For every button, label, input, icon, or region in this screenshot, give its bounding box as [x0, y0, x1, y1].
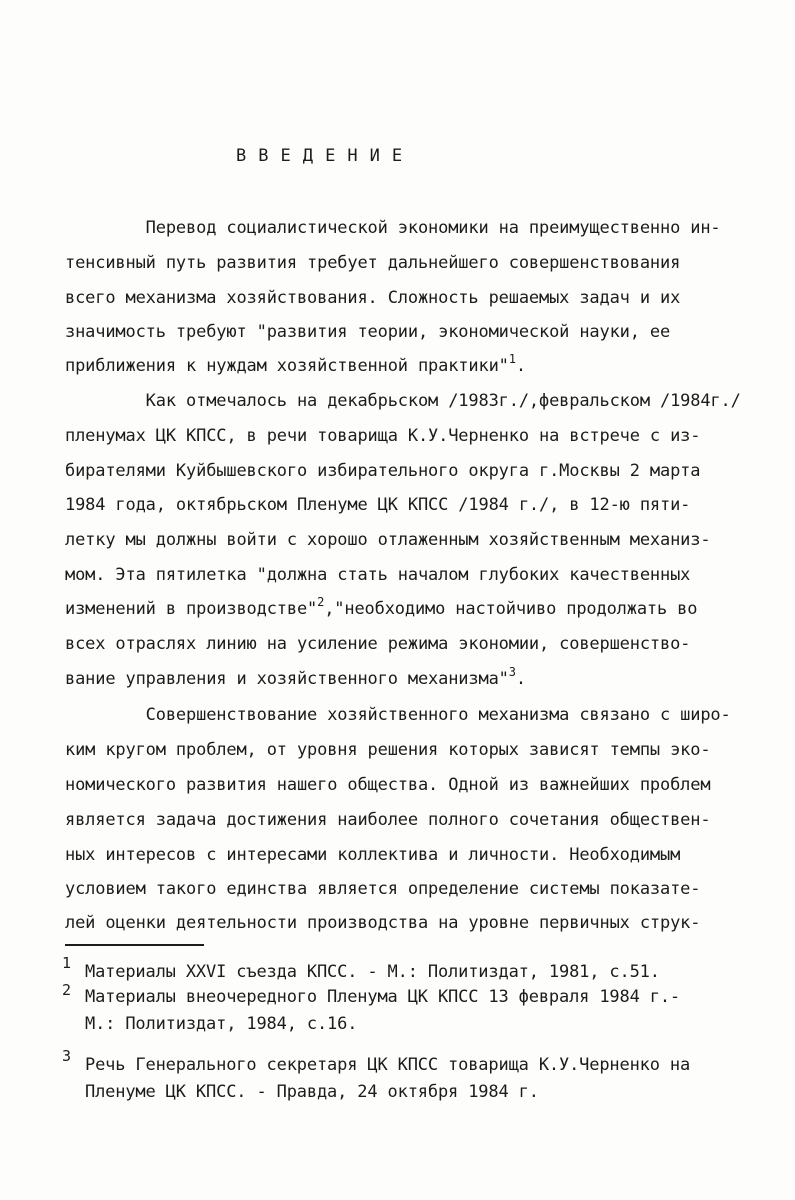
footnote-3-line: Речь Генерального секретаря ЦК КПСС товарища К.У.Черненко на — [85, 1055, 691, 1075]
footnote-2-line: Материалы внеочередного Пленума ЦК КПСС 13 февраля 1984 г.- — [85, 987, 681, 1007]
body-line-text: вание управления и хозяйственного механизма" — [65, 669, 509, 689]
body-line-with-footnote-ref — [65, 595, 745, 620]
body-line: бирателями Куйбышевского избирательного округа г.Москвы 2 марта — [65, 461, 701, 481]
body-line: значимость требуют "развития теории, экономической науки, ее — [65, 322, 671, 342]
footnote-mark-1: 1 — [62, 954, 72, 972]
footnote-3-line: Пленуме ЦК КПСС. - Правда, 24 октября 1984 г. — [85, 1082, 539, 1102]
footnote-ref-3[interactable]: 3 — [508, 665, 516, 679]
line-punctuation: . — [515, 669, 526, 689]
body-line: условием такого единства является определение системы показате- — [65, 879, 701, 899]
body-line: лей оценки деятельности производства на уровне первичных струк- — [65, 913, 701, 933]
body-line: номического развития нашего общества. Одной из важнейших проблем — [65, 775, 711, 795]
page-title: В В Е Д Е Н И Е — [236, 146, 404, 166]
body-line: пленумах ЦК КПСС, в речи товарища К.У.Черненко на встрече с из- — [65, 426, 701, 446]
body-line: является задача достижения наиболее полного сочетания обществен- — [65, 810, 711, 830]
footnote-ref-1[interactable]: 1 — [508, 352, 516, 366]
body-line: ким кругом проблем, от уровня решения которых зависят темпы эко- — [65, 740, 711, 760]
footnote-2-line: М.: Политиздат, 1984, с.16. — [85, 1014, 358, 1034]
footnote-ref-2[interactable]: 2 — [317, 595, 325, 609]
line-punctuation: . — [515, 356, 526, 376]
footnote-1-line: Материалы XXVI съезда КПСС. - М.: Политиздат, 1981, с.51. — [85, 962, 660, 982]
body-line-text: изменений в производстве" — [65, 599, 318, 619]
body-line: тенсивный путь развития требует дальнейшего совершенствования — [65, 253, 681, 273]
body-line-continuation: ,"необходимо настойчиво продолжать во — [324, 599, 698, 619]
footnote-mark-3: 3 — [62, 1047, 72, 1065]
body-line: Как отмечалось на декабрьском /1983г./,февральском /1984г./ — [65, 391, 741, 411]
body-line: всех отраслях линию на усиление режима экономии, совершенство- — [65, 634, 691, 654]
body-line: Перевод социалистической экономики на преимущественно ин- — [65, 218, 721, 238]
body-line: ных интересов с интересами коллектива и личности. Необходимым — [65, 845, 681, 865]
body-line-with-footnote-ref — [65, 352, 745, 377]
footnote-separator — [65, 944, 204, 946]
body-line-with-footnote-ref — [65, 665, 745, 690]
body-line: летку мы должны войти с хорошо отлаженным хозяйственным механиз- — [65, 530, 711, 550]
body-line: Совершенствование хозяйственного механизма связано с широ- — [65, 705, 731, 725]
body-line: 1984 года, октябрьском Пленуме ЦК КПСС /1984 г./, в 12-ю пяти- — [65, 495, 691, 515]
body-line: всего механизма хозяйствования. Сложность решаемых задач и их — [65, 288, 681, 308]
body-line: мом. Эта пятилетка "должна стать началом глубоких качественных — [65, 565, 691, 585]
footnote-mark-2: 2 — [62, 981, 72, 999]
body-line-text: приближения к нуждам хозяйственной практики" — [65, 356, 509, 376]
